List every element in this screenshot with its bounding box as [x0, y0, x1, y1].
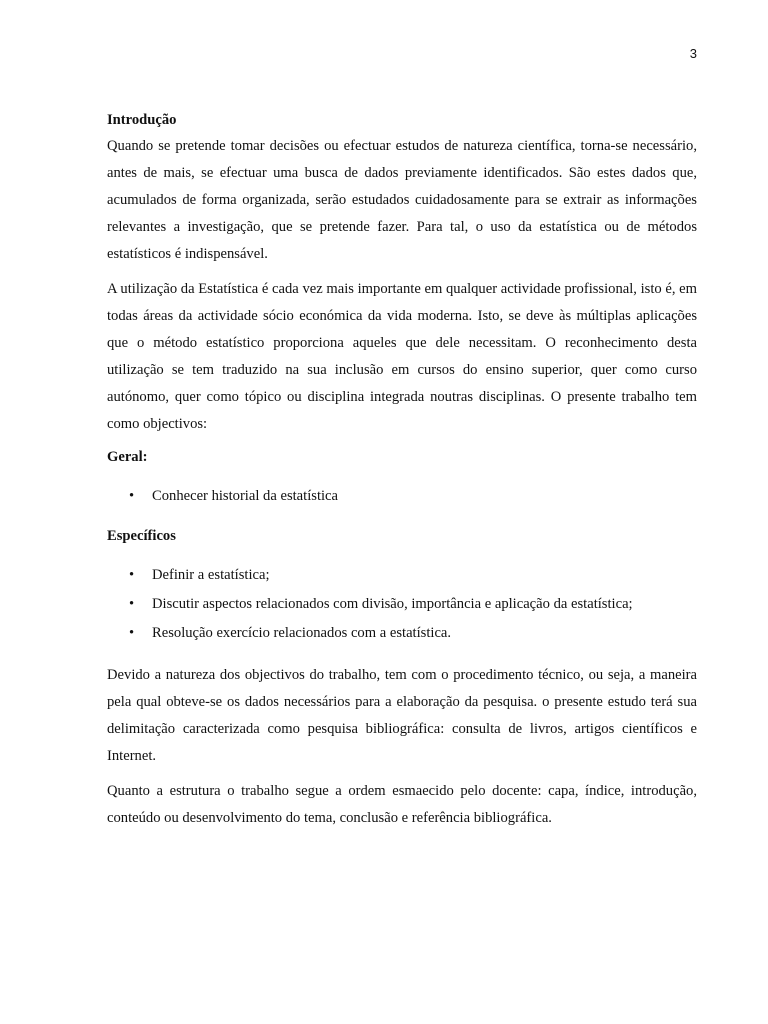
- intro-paragraph-1: Quando se pretende tomar decisões ou efectuar estudos de natureza científica, torna-se necessário, antes de mais, se efectuar uma busca de dados previamente identificados. São estes dados que, acumulados de forma organizada, serão estudados cuidadosamente para se extrair as informações relevantes a investigação, que se pretende fazer. Para tal, o uso da estatística ou de métodos estatísticos é indispensável.: [107, 138, 697, 262]
- intro-heading: Introdução: [107, 112, 177, 128]
- intro-paragraph-2: A utilização da Estatística é cada vez mais importante em qualquer actividade profissional, isto é, em todas áreas da actividade sócio económica da vida moderna. Isto, se deve às múltiplas aplicações que o método estatístico proporciona aqueles que dele necessitam. O reconhecimento desta utilização se tem traduzido na sua inclusão em cursos do ensino superior, quer como curso autónomo, quer como tópico ou disciplina integrada noutras disciplinas. O presente trabalho tem como objectivos:: [107, 281, 697, 432]
- page-number: 3: [689, 46, 697, 61]
- bullet-icon: •: [129, 596, 135, 612]
- methodology-paragraph: Devido a natureza dos objectivos do trabalho, tem com o procedimento técnico, ou seja, a maneira pela qual obteve-se os dados necessários para a elaboração da pesquisa. o presente estudo terá sua delimitação caracterizada como pesquisa bibliográfica: consulta de livros, artigos científicos e Internet.: [107, 667, 697, 764]
- bullet-icon: •: [129, 567, 135, 583]
- list-item-text: Definir a estatística;: [152, 567, 270, 583]
- general-objectives-list: [107, 482, 697, 511]
- document-body: [107, 107, 697, 832]
- list-item-text: Resolução exercício relacionados com a estatística.: [152, 625, 452, 641]
- general-heading: Geral:: [107, 449, 148, 465]
- list-item: [107, 482, 697, 511]
- structure-paragraph: Quanto a estrutura o trabalho segue a ordem esmaecido pelo docente: capa, índice, introdução, conteúdo ou desenvolvimento do tema, conclusão e referência bibliográfica.: [107, 783, 697, 826]
- bullet-icon: •: [129, 625, 135, 641]
- list-item: [107, 590, 697, 619]
- specific-objectives-list: [107, 561, 697, 648]
- list-item-text: Conhecer historial da estatística: [152, 488, 339, 504]
- list-item: [107, 619, 697, 648]
- specific-heading: Específicos: [107, 528, 176, 544]
- list-item: [107, 561, 697, 590]
- list-item-text: Discutir aspectos relacionados com divisão, importância e aplicação da estatística;: [152, 596, 633, 612]
- bullet-icon: •: [129, 488, 135, 504]
